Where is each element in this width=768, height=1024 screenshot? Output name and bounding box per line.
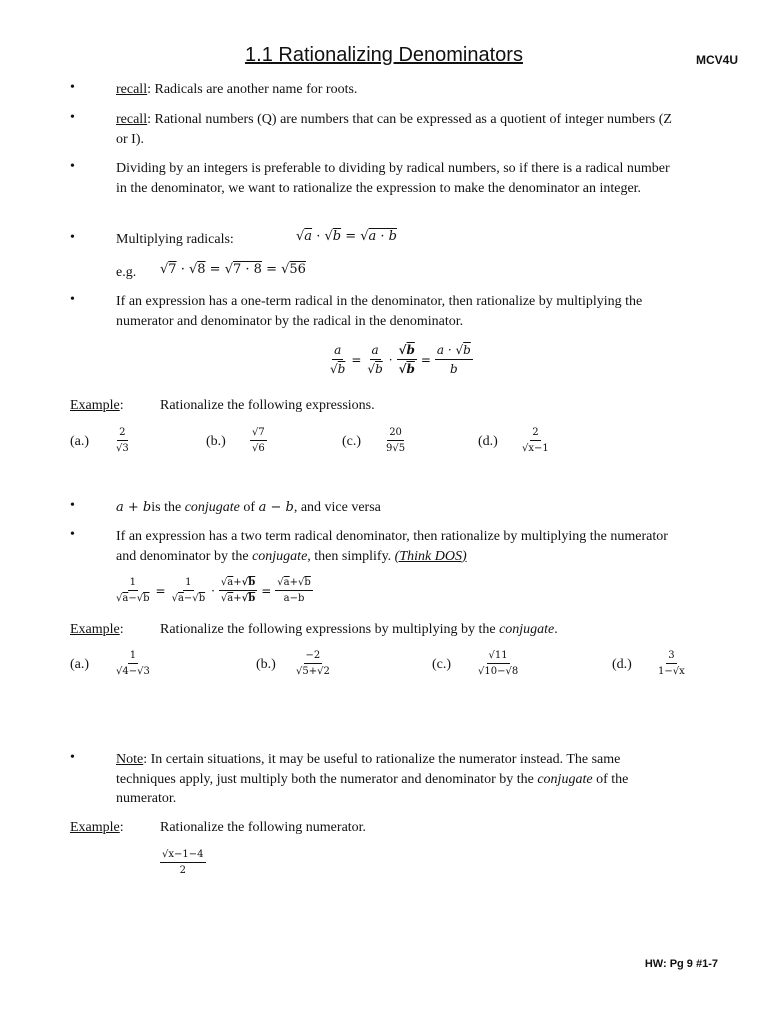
bullet: • — [70, 159, 75, 174]
item-label: (b.) — [256, 657, 276, 672]
conjugate-identity: $\frac{1}{√a-√b}$ = $\frac{1}{√a-√b}$ · $\frac{√a+√b}{√a+√b}$ = $\frac{√a+√b}{a-b}$ — [116, 577, 311, 604]
recall-label: recall — [116, 82, 148, 97]
fraction-b: $\frac{-2}{√5+√2}$ — [296, 650, 330, 677]
bullet: • — [70, 750, 75, 765]
fraction-a: $\frac{2}{√3}$ — [116, 427, 129, 454]
multiplying-label: Multiplying radicals: — [116, 232, 234, 247]
fraction-d: $\frac{3}{1-√x}$ — [658, 650, 685, 677]
fraction-d: $\frac{2}{√x-1}$ — [522, 427, 549, 454]
recall-label: recall — [116, 112, 148, 127]
example-label: Example: — [70, 398, 124, 413]
item-label: (d.) — [612, 657, 632, 672]
course-code: MCV4U — [695, 53, 738, 67]
recall-text: : Radicals are another name for roots. — [147, 82, 358, 97]
item-label: (c.) — [342, 434, 362, 449]
note-text: Note: In certain situations, it may be useful to rationalize the numerator instead. The same techniques apply, just multiply both the numerator and denominator by the conjugate of the numerator. — [116, 752, 629, 806]
recall-text: : Rational numbers (Q) are numbers that can be expressed as a quotient of integer numbers (Z or I). — [116, 112, 672, 147]
fraction-c: $\frac{20}{9√5}$ — [386, 427, 406, 454]
example-instruction: Rationalize the following expressions. — [160, 398, 375, 413]
bullet: • — [70, 230, 75, 245]
example-label: Example: — [70, 820, 124, 835]
radical-product-example: √7 · √8 = √7 · 8 = √56 — [160, 262, 306, 277]
item-label: (a.) — [70, 657, 90, 672]
recall-rational — [116, 110, 676, 149]
page-title: 1.1 Rationalizing Denominators — [245, 44, 523, 66]
recall-radicals — [116, 80, 676, 100]
conjugate-definition: a + bis the conjugate of a − b, and vice versa — [116, 500, 381, 515]
one-term-identity: $\frac{a}{√b}$ = $\frac{a}{√b}$ · $\frac{√b}{√b}$ = $\frac{a \cdot √b}{b}$ — [330, 343, 471, 376]
example-instruction: Rationalize the following numerator. — [160, 820, 367, 835]
example-label: Example: — [70, 622, 124, 637]
two-term-text: If an expression has a two term radical denominator, then rationalize by multiplying the numerator and denominator by the conjugate, then simplify. (Think DOS) — [116, 529, 668, 564]
bullet: • — [70, 498, 75, 513]
homework-note: HW: Pg 9 #1-7 — [644, 958, 718, 970]
dividing-text: Dividing by an integers is preferable to dividing by radical numbers, so if there is a radical number in the denominator, we want to rationalize the expression to make the denominator an integer. — [116, 161, 670, 196]
eg-label: e.g. — [116, 265, 137, 280]
fraction-c: $\frac{√11}{√10-√8}$ — [478, 650, 519, 677]
numerator-example: $\frac{√x-1-4}{2}$ — [162, 849, 204, 876]
fraction-a: $\frac{1}{√4-√3}$ — [116, 650, 150, 677]
one-term-text: If an expression has a one-term radical in the denominator, then rationalize by multiplying the numerator and denominator by the radical in the denominator. — [116, 294, 643, 329]
item-label: (c.) — [432, 657, 452, 672]
bullet: • — [70, 80, 75, 95]
example1-items — [70, 426, 690, 460]
example2-items — [70, 649, 710, 683]
radical-product-rule: √a · √b = √a · b — [296, 229, 398, 244]
bullet: • — [70, 110, 75, 125]
item-label: (d.) — [478, 434, 498, 449]
bullet: • — [70, 527, 75, 542]
example-instruction: Rationalize the following expressions by multiplying by the conjugate. — [160, 622, 558, 637]
bullet: • — [70, 292, 75, 307]
item-label: (b.) — [206, 434, 226, 449]
item-label: (a.) — [70, 434, 90, 449]
fraction-b: $\frac{√7}{√6}$ — [252, 427, 265, 454]
